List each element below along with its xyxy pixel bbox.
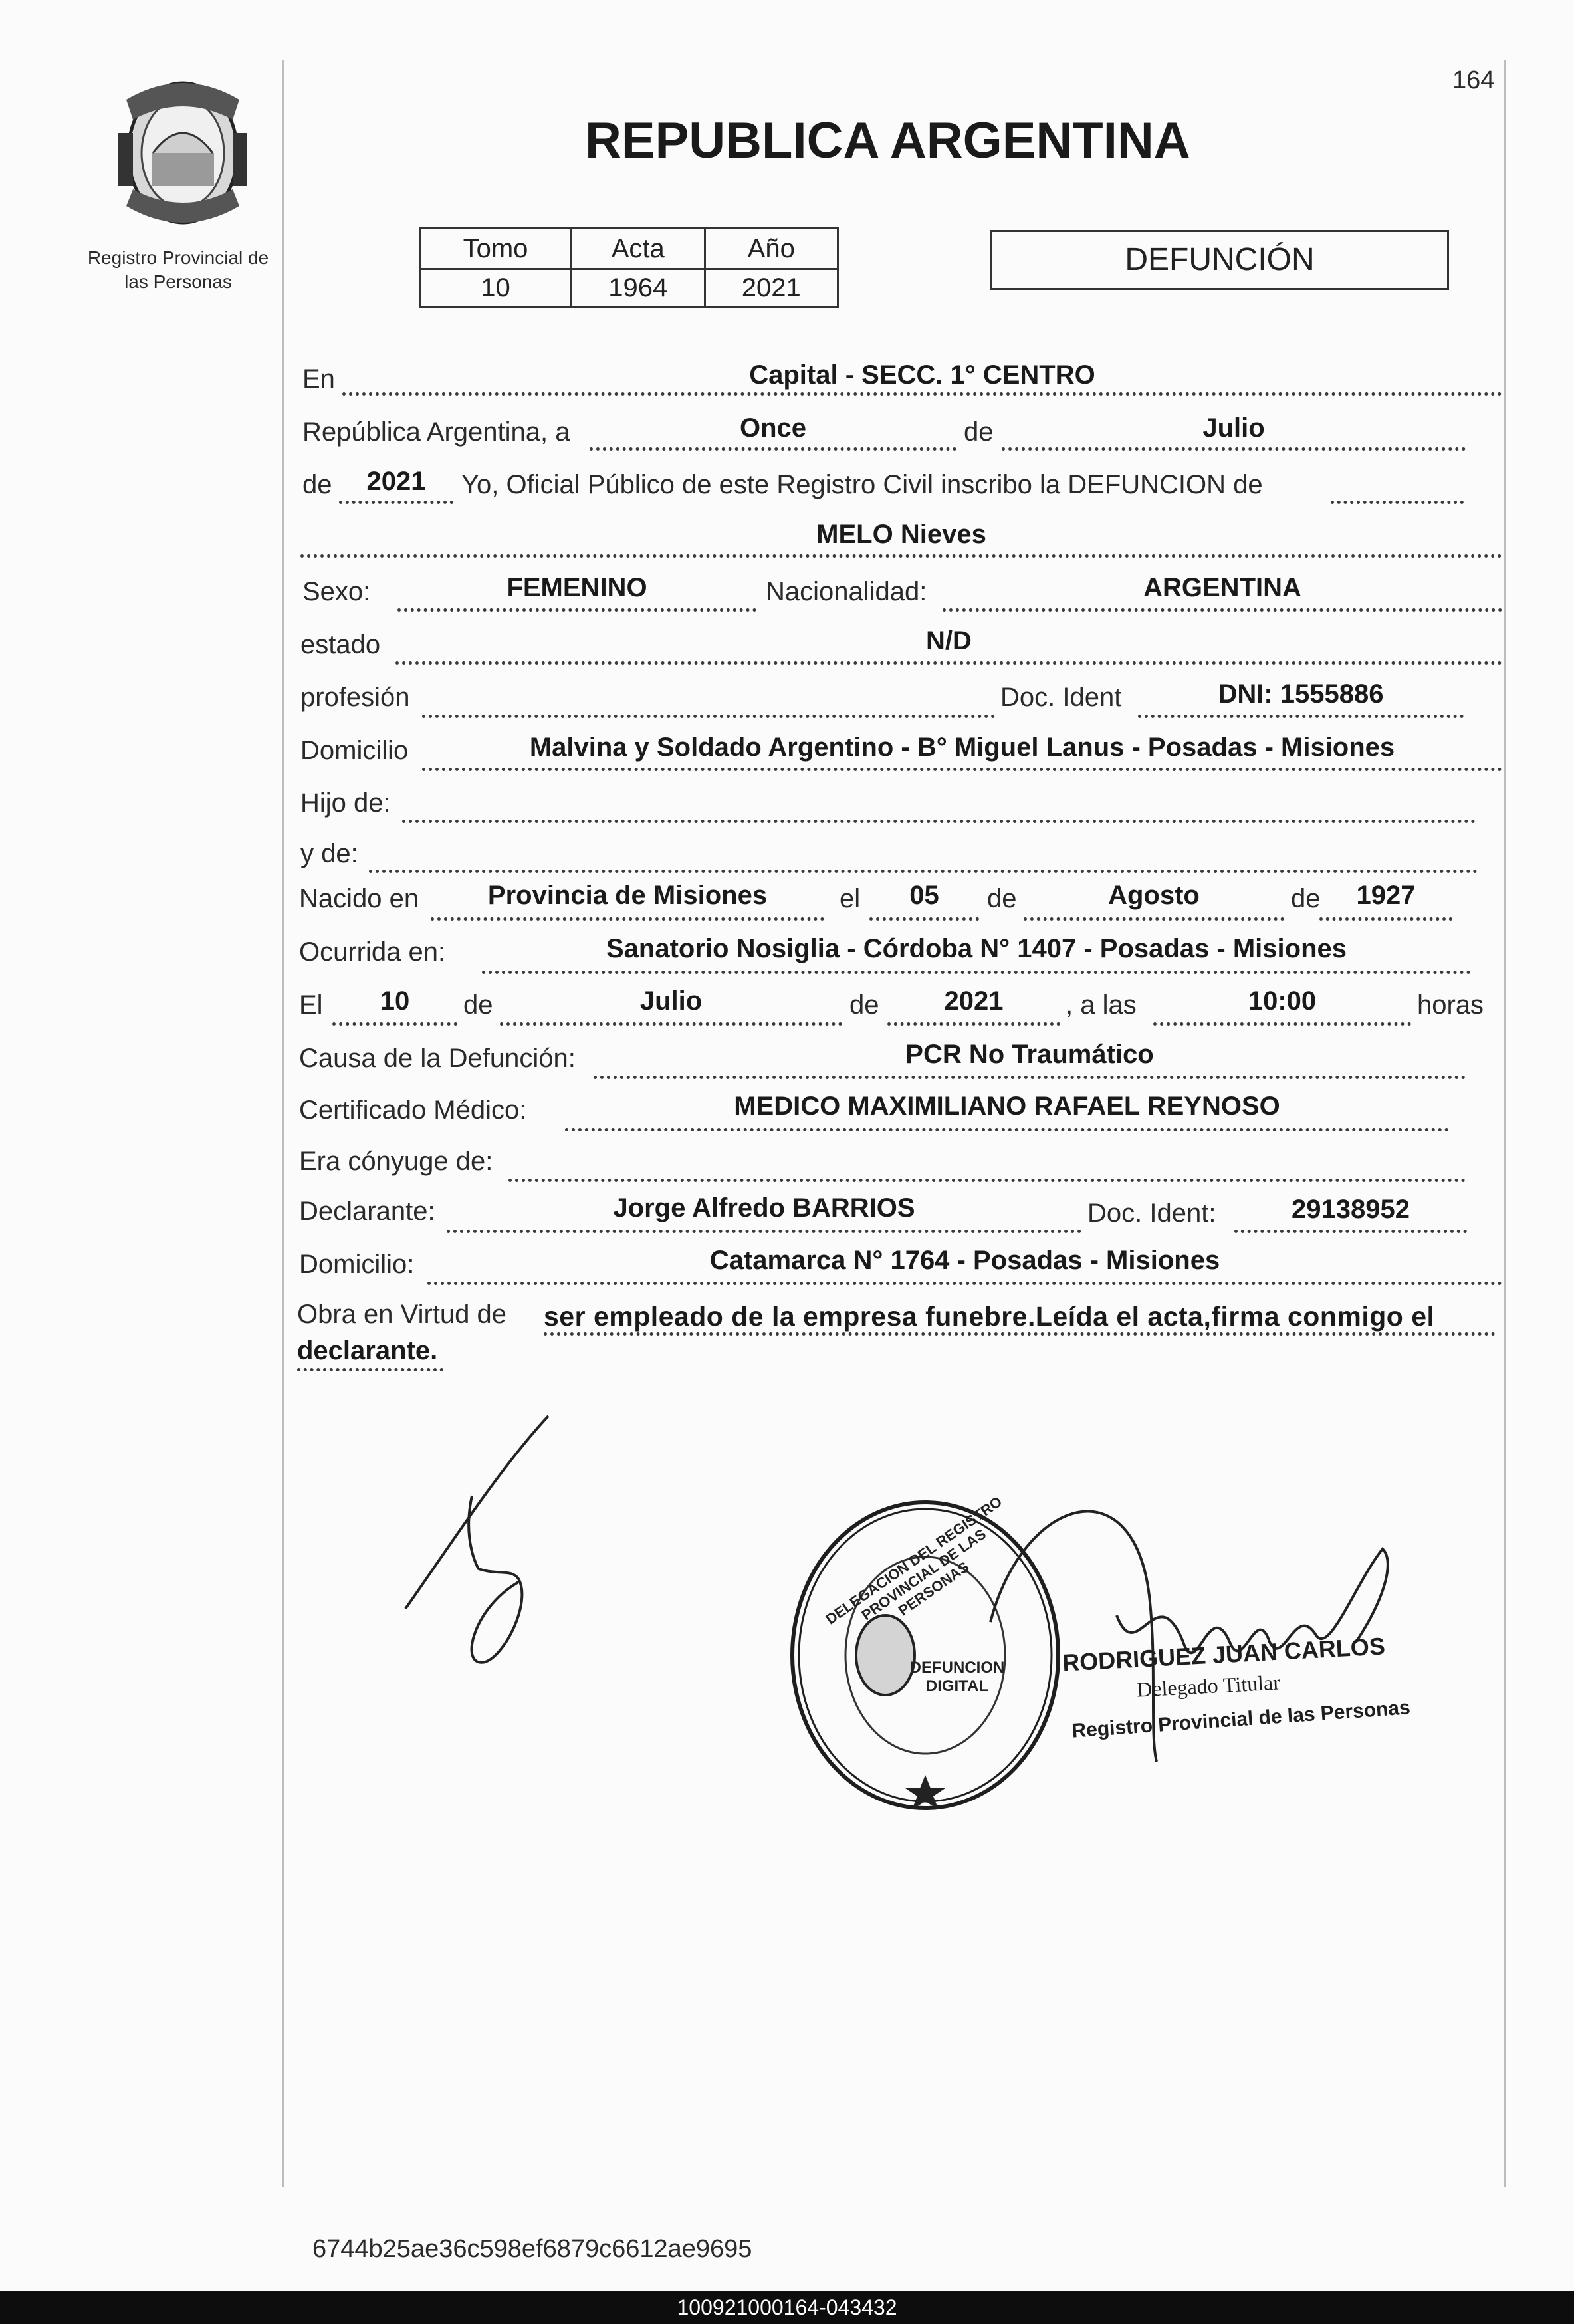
label-domicilio: Domicilio <box>300 736 409 765</box>
right-margin-line <box>1504 60 1506 2187</box>
label-nacido-el: el <box>840 884 861 913</box>
field-nacido-dia: 05 <box>909 881 939 910</box>
field-nacido-anio: 1927 <box>1356 881 1416 910</box>
label-certificado: Certificado Médico: <box>299 1096 527 1125</box>
table-value-anio: 2021 <box>705 269 838 308</box>
field-fallec-anio: 2021 <box>944 987 1004 1016</box>
label-de-mes: de <box>964 417 994 447</box>
label-sexo: Sexo: <box>302 577 371 606</box>
dotted-line-fallec-dia <box>332 1022 457 1026</box>
label-conyuge: Era cónyuge de: <box>299 1147 493 1176</box>
document-hash: 6744b25ae36c598ef6879c6612ae9695 <box>312 2235 752 2263</box>
table-header-acta: Acta <box>572 229 705 269</box>
official-org: Registro Provincial de las Personas <box>1071 1696 1411 1742</box>
dotted-line-hora <box>1153 1022 1411 1026</box>
left-margin-line <box>282 60 284 2187</box>
dotted-line-fallec-anio <box>887 1022 1060 1026</box>
dotted-line-nacido-anio <box>1319 917 1452 921</box>
dotted-line-certificado <box>565 1128 1449 1131</box>
label-a-las: , a las <box>1066 990 1137 1020</box>
page-title: REPUBLICA ARGENTINA <box>585 112 1190 169</box>
field-causa: PCR No Traumático <box>905 1040 1154 1069</box>
field-sexo: FEMENINO <box>506 573 647 602</box>
dotted-line-sexo <box>397 608 756 612</box>
dotted-line-conyuge <box>508 1179 1466 1182</box>
dotted-line-declarante-domicilio <box>427 1282 1502 1285</box>
label-declarante: Declarante: <box>299 1197 435 1226</box>
label-obra: Obra en Virtud de <box>297 1300 507 1329</box>
record-number-table <box>419 227 839 308</box>
registry-name-line1: Registro Provincial de <box>87 247 269 268</box>
stamp-outer-text: DELEGACION DEL REGISTRO PROVINCIAL DE LAS PERSONAS <box>822 1493 1005 1628</box>
dotted-line-oficial-end <box>1331 501 1464 504</box>
record-table-value-row <box>420 269 838 308</box>
dotted-line-hijo-de <box>402 820 1476 823</box>
label-profesion: profesión <box>300 683 410 712</box>
dotted-line-estado <box>395 661 1502 665</box>
dotted-line-nacionalidad <box>943 608 1502 612</box>
field-doc-ident: DNI: 1555886 <box>1218 679 1384 709</box>
label-doc-ident: Doc. Ident <box>1000 683 1122 712</box>
field-nacido-en: Provincia de Misiones <box>487 881 768 910</box>
label-estado: estado <box>300 630 381 659</box>
table-header-anio: Año <box>705 229 838 269</box>
label-ocurrida-en: Ocurrida en: <box>299 937 446 967</box>
dotted-line-obra-2 <box>297 1368 443 1371</box>
record-table-header-row <box>420 229 838 269</box>
field-declarante: Jorge Alfredo BARRIOS <box>613 1193 915 1222</box>
field-estado: N/D <box>926 626 972 655</box>
dotted-line-lugar <box>342 392 1502 396</box>
dotted-line-causa <box>594 1076 1466 1079</box>
page-number: 164 <box>1452 66 1495 94</box>
label-el: El <box>299 990 323 1020</box>
dotted-line-dia <box>590 447 956 451</box>
field-declarante-domicilio: Catamarca N° 1764 - Posadas - Misiones <box>709 1246 1220 1275</box>
province-seal-logo <box>113 73 253 233</box>
table-value-acta: 1964 <box>572 269 705 308</box>
label-en: En <box>302 364 335 394</box>
label-nacido-de-mes: de <box>987 884 1017 913</box>
label-fallec-de-mes: de <box>463 990 493 1020</box>
document-type-box: DEFUNCIÓN <box>990 230 1449 290</box>
registry-name-line2: las Personas <box>124 271 232 292</box>
label-republica: República Argentina, a <box>302 417 570 447</box>
field-nacido-mes: Agosto <box>1108 881 1200 910</box>
official-name: RODRIGUEZ JUAN CARLOS <box>1062 1632 1386 1677</box>
label-domicilio-declarante: Domicilio: <box>299 1250 415 1279</box>
field-fallec-mes: Julio <box>639 987 703 1016</box>
dotted-line-y-de <box>369 870 1478 873</box>
field-anio: 2021 <box>366 467 426 496</box>
dotted-line-nacido-dia <box>869 917 979 921</box>
field-ocurrida-en: Sanatorio Nosiglia - Córdoba N° 1407 - Posadas - Misiones <box>606 934 1347 963</box>
label-nacionalidad: Nacionalidad: <box>766 577 927 606</box>
dotted-line-fallec-mes <box>500 1022 842 1026</box>
label-nacido-de-anio: de <box>1291 884 1321 913</box>
field-obra-line1: ser empleado de la empresa funebre.Leída el acta,firma conmigo el <box>544 1301 1435 1332</box>
label-fallec-de-anio: de <box>849 990 879 1020</box>
label-doc-ident-declarante: Doc. Ident: <box>1087 1199 1216 1228</box>
table-value-tomo: 10 <box>420 269 572 308</box>
field-dia-texto: Once <box>739 413 807 443</box>
declarant-signature <box>399 1409 558 1675</box>
label-horas: horas <box>1417 990 1484 1020</box>
footer-code-bar: 100921000164-043432 <box>0 2291 1574 2324</box>
label-oficial: Yo, Oficial Público de este Registro Civil inscribo la DEFUNCION de <box>461 470 1263 499</box>
dotted-line-declarante <box>447 1230 1081 1233</box>
label-hijo-de: Hijo de: <box>300 788 391 818</box>
dotted-line-declarante-doc <box>1234 1230 1467 1233</box>
field-declarante-doc: 29138952 <box>1292 1195 1410 1224</box>
label-causa: Causa de la Defunción: <box>299 1044 576 1073</box>
dotted-line-mes <box>1002 447 1466 451</box>
table-header-tomo: Tomo <box>420 229 572 269</box>
field-nombre: MELO Nieves <box>816 520 986 549</box>
dotted-line-profesion <box>422 715 995 718</box>
field-obra-line2: declarante. <box>297 1336 438 1365</box>
label-de-anio: de <box>302 470 332 499</box>
official-signature <box>984 1469 1436 1788</box>
field-hora: 10:00 <box>1248 987 1317 1016</box>
official-title: Delegado Titular <box>1136 1670 1281 1702</box>
dotted-line-nacido-mes <box>1024 917 1284 921</box>
stamp-inner-text: DEFUNCION DIGITAL <box>909 1659 1005 1695</box>
field-nacionalidad: ARGENTINA <box>1143 573 1301 602</box>
field-domicilio: Malvina y Soldado Argentino - B° Miguel Lanus - Posadas - Misiones <box>529 733 1395 762</box>
dotted-line-anio <box>339 501 453 504</box>
dotted-line-nacido-en <box>431 917 824 921</box>
field-mes-texto: Julio <box>1202 413 1265 443</box>
field-lugar: Capital - SECC. 1° CENTRO <box>749 360 1095 390</box>
field-certificado: MEDICO MAXIMILIANO RAFAEL REYNOSO <box>734 1092 1280 1121</box>
label-nacido-en: Nacido en <box>299 884 419 913</box>
dotted-line-ocurrida-en <box>482 971 1471 974</box>
dotted-line-doc-ident <box>1138 715 1464 718</box>
field-fallec-dia: 10 <box>380 987 410 1016</box>
dotted-line-obra-1 <box>544 1332 1496 1336</box>
label-y-de: y de: <box>300 839 358 868</box>
dotted-line-nombre <box>300 554 1502 558</box>
dotted-line-domicilio <box>422 768 1502 771</box>
